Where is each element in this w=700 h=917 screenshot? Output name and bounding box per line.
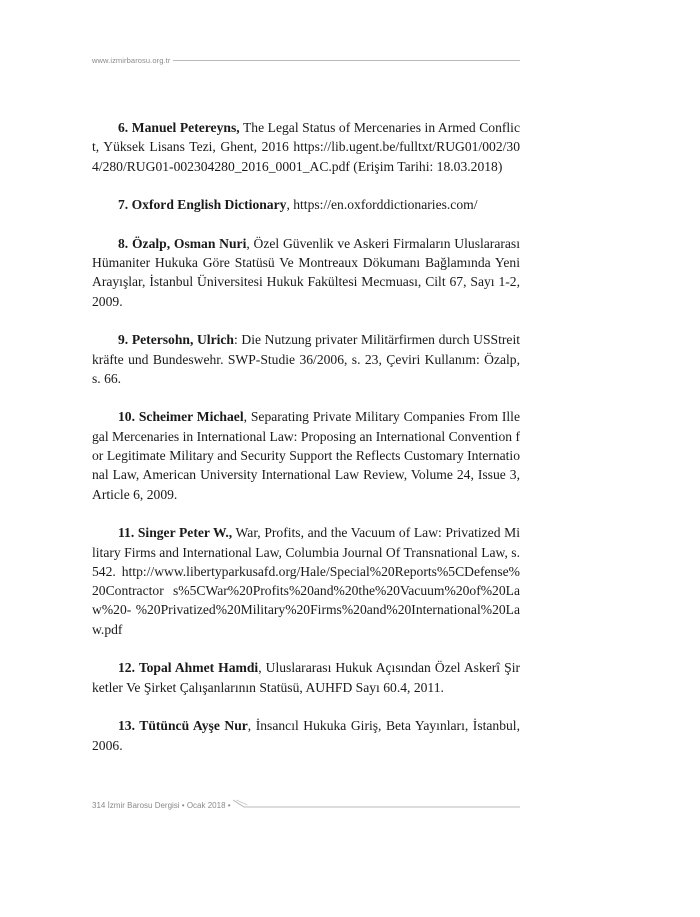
reference-number: 10. xyxy=(118,409,135,425)
reference-number: 11. xyxy=(118,525,135,541)
reference-text: , https://en.oxforddictionaries.com/ xyxy=(286,197,478,213)
reference-author: Petersohn, Ulrich xyxy=(131,332,234,348)
header-rule xyxy=(173,60,520,61)
reference-item xyxy=(92,195,520,214)
reference-number: 8. xyxy=(118,235,129,251)
reference-text: : Die Nutzung privater Militärfirmen durch USStreitkräfte und Bundeswehr. SWP-Studie 36/2006, s. 23, Çeviri Kullanım: Özalp, s. 66. xyxy=(92,332,520,386)
reference-text: , Özel Güvenlik ve Askeri Firmaların Uluslararası Hümaniter Hukuka Göre Statüsü Ve Montreaux Dökumanı Bağlamında Yeni Arayışlar, İstanbul Üniversitesi Hukuk Fakültesi Mecmuası, Cilt 67, Sayı 1-2, 2009. xyxy=(92,235,520,309)
reference-number: 6. xyxy=(118,120,129,135)
reference-text: War, Profits, and the Vacuum of Law: Privatized Military Firms and International Law, Columbia Journal Of Transnational Law, s. 542. http://www.libertyparkusafd.org/Hale/Special%20Reports%5CDefense%20Contractor s%5CWar%20Profits%20and%20the%20Vacuum%20of%20Law%20- %20Privatized%20Military%20Firms%20and%20International%20Law.pdf xyxy=(92,525,520,637)
reference-item xyxy=(92,118,520,176)
reference-text: The Legal Status of Mercenaries in Armed Conflict, Yüksek Lisans Tezi, Ghent, 2016 https://lib.ugent.be/fulltxt/RUG01/002/304/280/RUG01-002304280_2016_0001_AC.pdf (Erişim Tarihi: 18.03.2018) xyxy=(92,120,520,174)
reference-author: Oxford English Dictionary xyxy=(131,197,287,213)
page-footer xyxy=(92,798,520,812)
page-header xyxy=(92,53,520,67)
reference-author: Manuel Petereyns, xyxy=(131,120,240,135)
footer-text: 314 İzmir Barosu Dergisi • Ocak 2018 • xyxy=(92,800,231,810)
reference-item xyxy=(92,234,520,311)
reference-item xyxy=(92,330,520,388)
reference-author: Topal Ahmet Hamdi xyxy=(138,660,259,676)
reference-author: Scheimer Michael xyxy=(138,409,244,425)
footer-rule xyxy=(233,798,520,812)
header-url: www.izmirbarosu.org.tr xyxy=(92,55,171,65)
reference-item xyxy=(92,407,520,503)
reference-item xyxy=(92,523,520,639)
reference-number: 13. xyxy=(118,718,135,734)
reference-number: 12. xyxy=(118,660,135,676)
reference-text: , İnsancıl Hukuka Giriş, Beta Yayınları, İstanbul, 2006. xyxy=(92,718,520,753)
reference-item xyxy=(92,716,520,755)
reference-text: , Uluslararası Hukuk Açısından Özel Askerî Şirketler Ve Şirket Çalışanlarının Statüsü, AUHFD Sayı 60.4, 2011. xyxy=(92,660,521,695)
reference-number: 7. xyxy=(118,197,129,213)
reference-list xyxy=(92,118,520,774)
reference-author: Singer Peter W., xyxy=(137,525,233,541)
reference-author: Özalp, Osman Nuri xyxy=(131,235,247,251)
reference-item xyxy=(92,658,520,697)
reference-author: Tütüncü Ayşe Nur xyxy=(139,718,248,734)
reference-number: 9. xyxy=(118,332,129,348)
reference-text: , Separating Private Military Companies From Illegal Mercenaries in International Law: Proposing an International Convention for Legitimate Military and Security Support the Reflects Customary International Law, American University International Law Review, Volume 24, Issue 3, Article 6, 2009. xyxy=(92,409,520,502)
